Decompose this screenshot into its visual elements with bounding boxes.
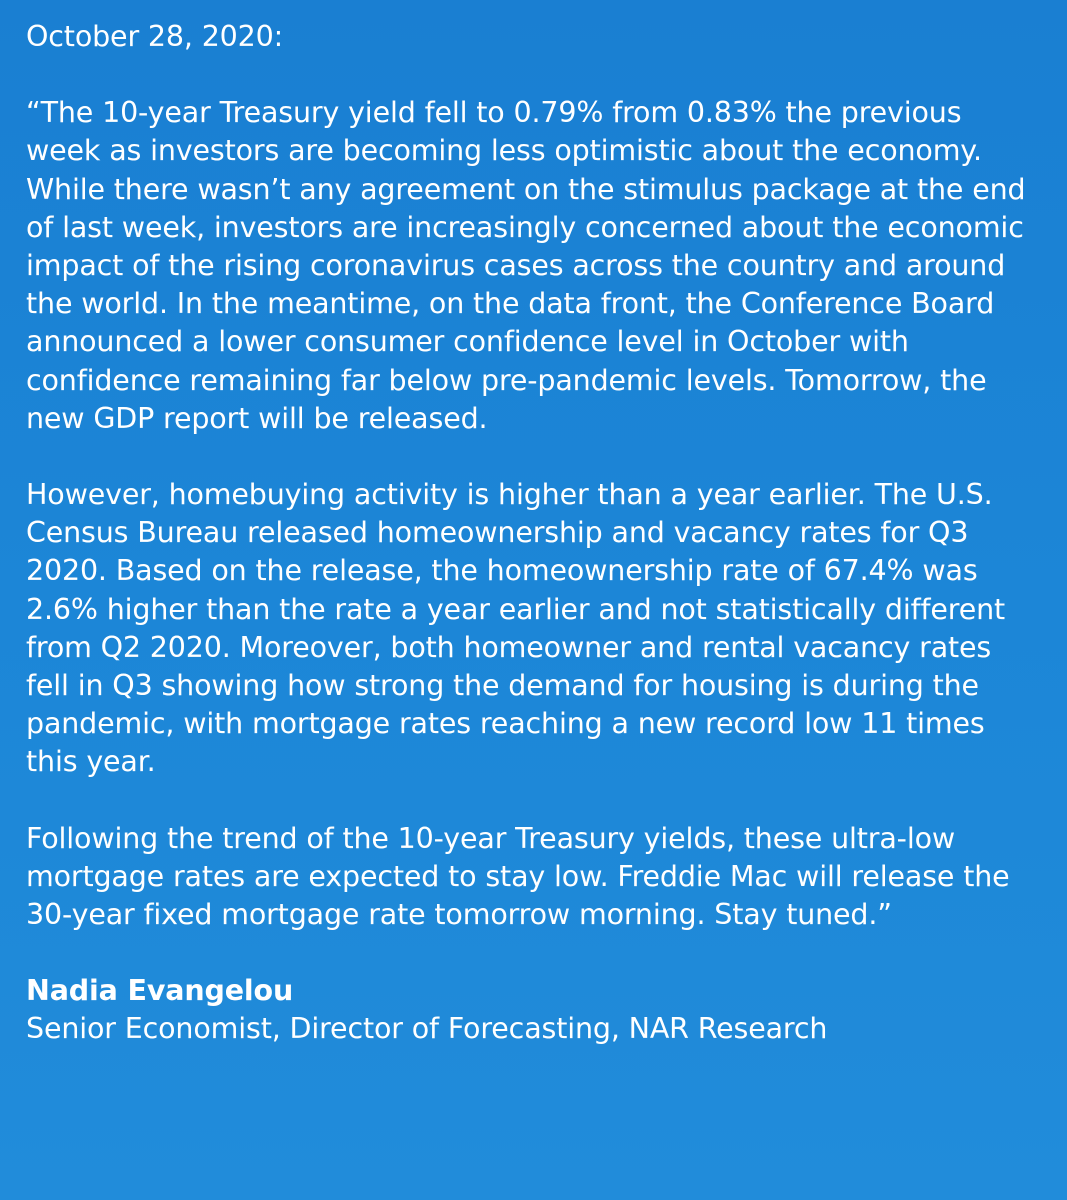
- author-title: Senior Economist, Director of Forecasting, NAR Research: [26, 1012, 828, 1046]
- quote-paragraph-1: “The 10-year Treasury yield fell to 0.79% from 0.83% the previous week as investors are becoming less optimistic about the economy. While there wasn’t any agreement on the stimulus package at the end of last week, investors are increasingly concerned about the economic impact of the rising coronavirus cases across the country and around the world. In the meantime, on the data front, the Conference Board announced a lower consumer confidence level in October with confidence remaining far below pre-pandemic levels. Tomorrow, the new GDP report will be released.: [26, 96, 1026, 435]
- quote-paragraph-3: Following the trend of the 10-year Treasury yields, these ultra-low mortgage rates are expected to stay low. Freddie Mac will release the 30-year fixed mortgage rate tomorrow morning. Stay tuned.”: [26, 821, 1010, 932]
- quote-paragraph-2: However, homebuying activity is higher than a year earlier. The U.S. Census Bureau released homeownership and vacancy rates for Q3 2020. Based on the release, the homeownership rate of 67.4% was 2.6% higher than the rate a year earlier and not statistically different from Q2 2020. Moreover, both homeowner and rental vacancy rates fell in Q3 showing how strong the demand for housing is during the pandemic, with mortgage rates reaching a new record low 11 times this year.: [26, 478, 1006, 779]
- date-line: October 28, 2020:: [26, 20, 284, 53]
- author-name: Nadia Evangelou: [26, 974, 294, 1008]
